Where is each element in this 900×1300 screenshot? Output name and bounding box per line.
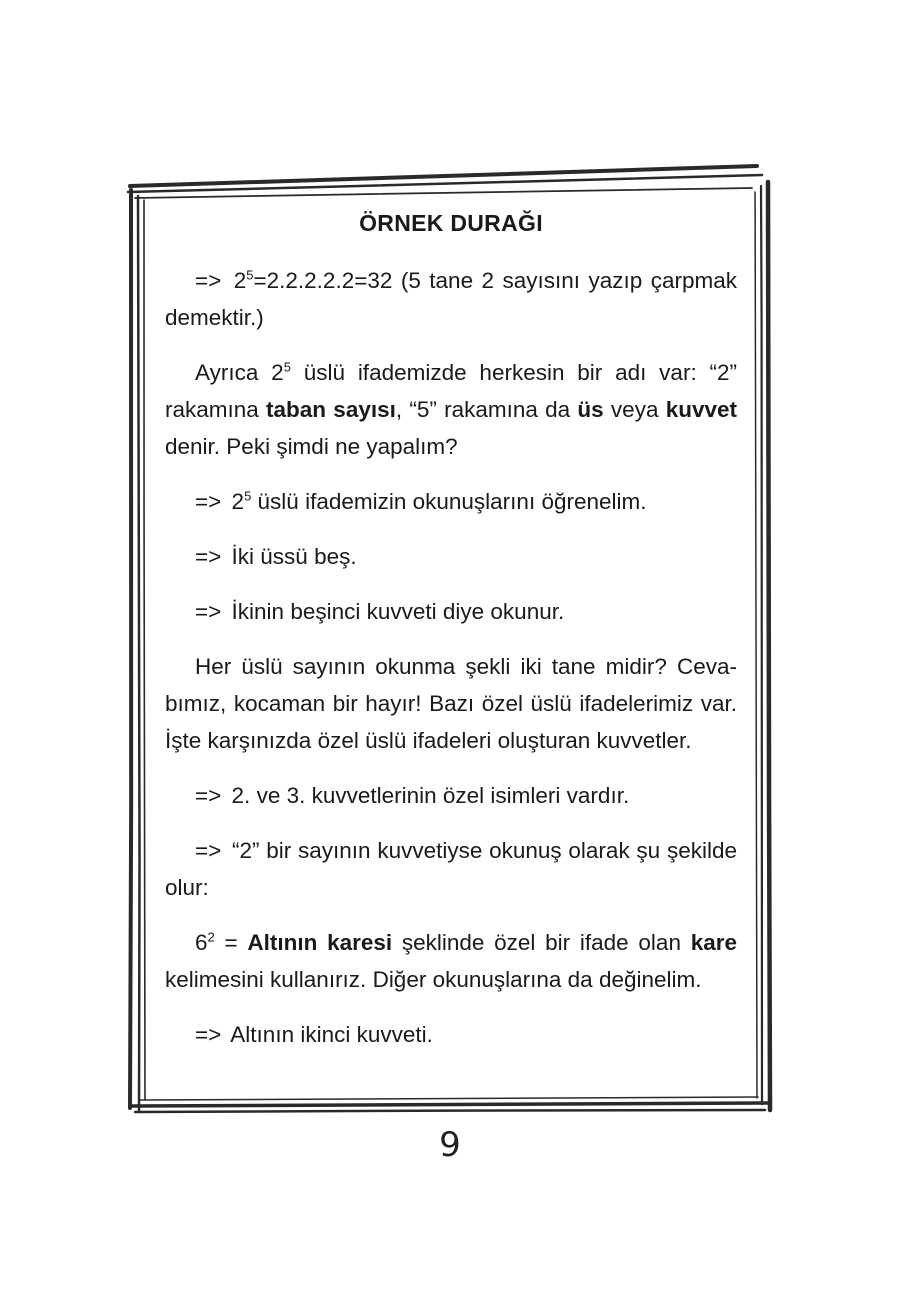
page-number: 9 [439, 1125, 461, 1165]
exponent: 2 [207, 929, 215, 945]
arrow-marker: => [195, 783, 222, 808]
text-span: kelimesini kullanırız. Diğer okunuşlarına da değinelim. [165, 967, 702, 992]
paragraph-8 [165, 832, 737, 906]
exponent: 5 [246, 267, 254, 283]
text-span: Ayrıca [195, 360, 272, 385]
paragraph-6: Her üslü sayının okunma şekli iki tane midir? Cevabımız, kocaman bir hayır! Bazı özel üslü ifadelerimiz var. İşte karşınızda özel üslü ifadeleri oluşturan kuvvetler. [165, 654, 737, 753]
term-power: kuvvet [665, 397, 738, 422]
text-span: şeklinde özel bir ifade olan [392, 930, 691, 955]
paragraph-3 [165, 483, 737, 520]
base-number: 2 [231, 489, 245, 514]
text-span: = [214, 930, 248, 955]
paragraph-9 [165, 924, 737, 998]
paragraph-4-text: İki üssü beş. [231, 544, 357, 569]
base-number: 6 [195, 930, 208, 955]
term-exponent: üs [577, 397, 604, 422]
arrow-marker: => [195, 489, 222, 514]
text-span: veya [603, 397, 666, 422]
arrow-marker: => [195, 1022, 222, 1047]
term-base: taban sayısı [266, 397, 396, 422]
paragraph-3-text: üslü ifademizin okunuşlarını öğrenelim. [251, 489, 647, 514]
base-number: 2 [233, 268, 247, 293]
paragraph-7-text: 2. ve 3. kuvvetlerinin özel isimleri vardır. [231, 783, 630, 808]
text-span: üslü ifademizde herkesin bir adı var: “2” rakamına [165, 360, 737, 422]
exponent: 5 [244, 488, 252, 504]
paragraph-4 [165, 538, 737, 575]
term-square-reading: Altının karesi [247, 930, 393, 955]
arrow-marker: => [195, 268, 222, 293]
paragraph-10 [165, 1016, 737, 1053]
text-span: , “5” rakamına da [395, 397, 578, 422]
paragraph-1 [165, 262, 737, 336]
arrow-marker: => [195, 599, 222, 624]
paragraph-8-text: “2” bir sayının kuvvetiyse okunuş olarak şu şekilde olur: [165, 838, 737, 900]
paragraph-5-text: İkinin beşinci kuvveti diye okunur. [231, 599, 565, 624]
text-span: denir. Peki şimdi ne yapalım? [165, 434, 458, 459]
paragraph-2 [165, 354, 737, 465]
example-box-content [165, 205, 737, 1071]
exponent: 5 [283, 359, 291, 375]
box-title: ÖRNEK DURAĞI [359, 210, 543, 236]
paragraph-1-text: =2.2.2.2.2=32 (5 tane 2 sayısını yazıp çarpmak demektir.) [165, 268, 737, 330]
term-square: kare [690, 930, 737, 955]
base-number: 2 [271, 360, 284, 385]
arrow-marker: => [195, 544, 222, 569]
paragraph-5 [165, 593, 737, 630]
paragraph-7 [165, 777, 737, 814]
paragraph-10-text: Altının ikinci kuvveti. [230, 1022, 433, 1047]
arrow-marker: => [195, 838, 222, 863]
